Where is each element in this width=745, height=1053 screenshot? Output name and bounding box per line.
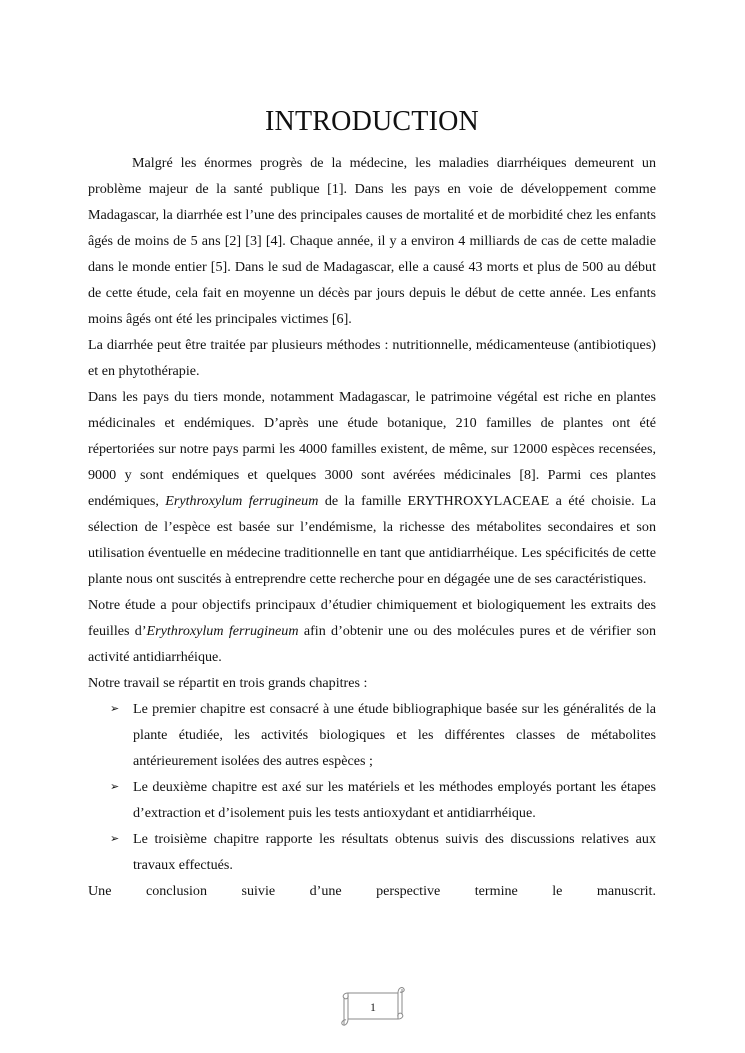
page-number: 1 <box>370 1000 376 1014</box>
paragraph-objectives <box>88 592 656 670</box>
page-footer <box>340 983 406 1031</box>
paragraph-plants-text-b: de la famille ERYTHROXYLACEAE a été choisie. La sélection de l’espèce est basée sur l’endémisme, la richesse des métabolites secondaires et son utilisation éventuelle en médecine traditionnelle en tant que antidiarrhéique. Les spécificités de cette plante nous ont suscités à entreprendre cette recherche pour en dégagée une de ses caractéristiques. <box>88 493 656 587</box>
paragraph-chapters-intro: Notre travail se répartit en trois grands chapitres : <box>88 675 368 691</box>
arrow-bullet-icon: ➢ <box>110 702 120 715</box>
paragraph-plants-text-a: Dans les pays du tiers monde, notamment Madagascar, le patrimoine végétal est riche en plantes médicinales et endémiques. D’après une étude botanique, 210 familles de plantes ont été répertoriées sur notre pays parmi les 4000 familles existent, de même, sur 12000 espèces recensées, 9000 y sont endémiques et quelques 3000 sont avérées médicinales [8]. Parmi ces plantes endémiques, <box>88 389 656 509</box>
chapter-text: Le deuxième chapitre est axé sur les matériels et les méthodes employés portant les étapes d’extraction et d’isolement puis les tests antioxydant et antidiarrhéique. <box>133 779 656 821</box>
body-text <box>88 150 656 904</box>
species-name: Erythroxylum ferrugineum <box>165 493 319 509</box>
paragraph-treatment: La diarrhée peut être traitée par plusieurs méthodes : nutritionnelle, médicamenteuse (antibiotiques) et en phytothérapie. <box>88 337 656 379</box>
paragraph-plants <box>88 384 656 592</box>
chapter-text: Le premier chapitre est consacré à une étude bibliographique basée sur les généralités de la plante étudiée, les activités biologiques et les différentes classes de métabolites antérieurement isolées des autres espèces ; <box>133 701 656 769</box>
paragraph-objectives-text-a: Notre étude a pour objectifs principaux d’étudier chimiquement et biologiquement les extraits des feuilles d’ <box>88 597 656 639</box>
page-title: INTRODUCTION <box>265 106 479 137</box>
list-item <box>88 774 656 826</box>
arrow-bullet-icon: ➢ <box>110 780 120 793</box>
list-item <box>88 696 656 774</box>
species-name: Erythroxylum ferrugineum <box>146 623 299 639</box>
paragraph-conclusion: Une conclusion suivie d’une perspective termine le manuscrit. <box>88 883 656 899</box>
paragraph-intro: Malgré les énormes progrès de la médecine, les maladies diarrhéiques demeurent un problème majeur de la santé publique [1]. Dans les pays en voie de développement comme Madagascar, la diarrhée est l’une des principales causes de mortalité et de morbidité chez les enfants âgés de moins de 5 ans [2] [3] [4]. Chaque année, il y a environ 4 milliards de cas de cette maladie dans le monde entier [5]. Dans le sud de Madagascar, elle a causé 43 morts et plus de 500 au début de cette étude, cela fait en moyenne un décès par jours depuis le début de cette année. Les enfants moins âgés ont été les principales victimes [6]. <box>88 155 656 327</box>
list-item <box>88 826 656 878</box>
arrow-bullet-icon: ➢ <box>110 832 120 845</box>
paragraph-objectives-text-b: afin d’obtenir une ou des molécules pures et de vérifier son activité antidiarrhéique. <box>88 623 656 665</box>
chapter-text: Le troisième chapitre rapporte les résultats obtenus suivis des discussions relatives aux travaux effectués. <box>133 831 656 873</box>
chapter-list <box>88 696 656 878</box>
